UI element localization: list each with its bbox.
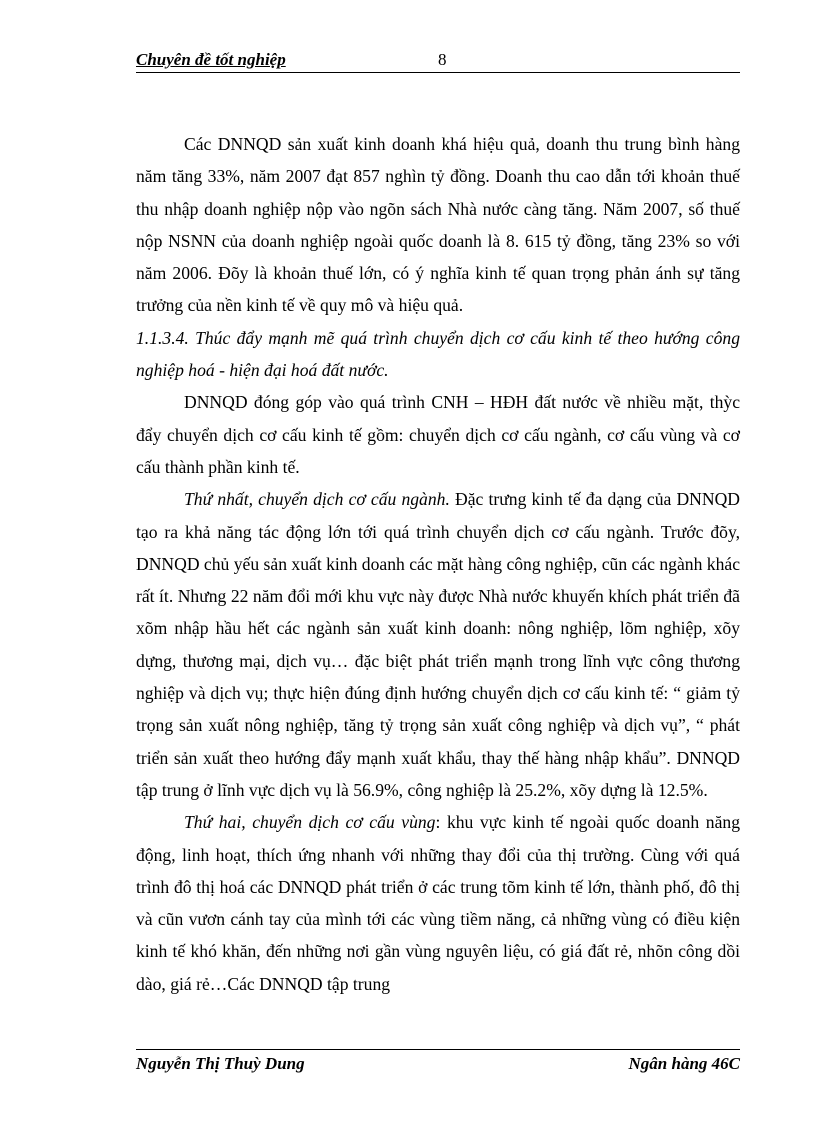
paragraph-regional-shift [136, 806, 740, 1000]
section-heading: 1.1.3.4. Thúc đẩy mạnh mẽ quá trình chuyển dịch cơ cấu kinh tế theo hướng công nghiệp hoá - hiện đại hoá đất nước. [136, 327, 740, 381]
page-header [136, 48, 740, 73]
paragraph-contribution: DNNQD đóng góp vào quá trình CNH – HĐH đất nước về nhiều mặt, thỳc đẩy chuyển dịch cơ cấu kinh tế gồm: chuyển dịch cơ cấu ngành, cơ cấu vùng và cơ cấu thành phần kinh tế. [136, 392, 740, 477]
paragraph-sector-text: Đặc trưng kinh tế đa dạng của DNNQD tạo ra khả năng tác động lớn tới quá trình chuyển dịch cơ cấu ngành. Trước đõy, DNNQD chủ yếu sản xuất kinh doanh các mặt hàng công nghiệp, cũn các ngành khác rất ít. Nhưng 22 năm đổi mới khu vực này được Nhà nước khuyến khích phát triển đã xõm nhập hầu hết các ngành sản xuất kinh doanh: nông nghiệp, lõm nghiệp, xõy dựng, thương mại, dịch vụ… đặc biệt phát triển mạnh trong lĩnh vực công thương nghiệp và dịch vụ; thực hiện đúng định hướng chuyển dịch cơ cấu kinh tế: “ giảm tỷ trọng sản xuất nông nghiệp, tăng tỷ trọng sản xuất công nghiệp và dịch vụ”, “ phát triển sản xuất theo hướng đẩy mạnh xuất khẩu, thay thế hàng nhập khẩu”. DNNQD tập trung ở lĩnh vực dịch vụ là 56.9%, công nghiệp là 25.2%, xõy dựng là 12.5%. [136, 489, 740, 800]
page-footer [136, 1049, 740, 1076]
footer-class: Ngân hàng 46C [628, 1054, 740, 1073]
paragraph-sector-shift [136, 483, 740, 806]
paragraph-lead-regional: Thứ hai, chuyển dịch cơ cấu vùng [184, 812, 436, 833]
paragraph-revenue: Các DNNQD sản xuất kinh doanh khá hiệu quả, doanh thu trung bình hàng năm tăng 33%, năm 2007 đạt 857 nghìn tỷ đồng. Doanh thu cao dẫn tới khoản thuế thu nhập doanh nghiệp nộp vào ngõn sách Nhà nước càng tăng. Năm 2007, số thuế nộp NSNN của doanh nghiệp ngoài quốc doanh là 8. 615 tỷ đồng, tăng 23% so với năm 2006. Đõy là khoản thuế lớn, có ý nghĩa kinh tế quan trọng phản ánh sự tăng trưởng của nền kinh tế về quy mô và hiệu quả. [136, 134, 740, 316]
document-body [136, 128, 740, 1000]
paragraph-regional-text: : khu vực kinh tế ngoài quốc doanh năng động, linh hoạt, thích ứng nhanh với những thay đổi của thị trường. Cùng với quá trình đô thị hoá các DNNQD phát triển ở các trung tõm kinh tế lớn, thành phố, đô thị và cũn vươn cánh tay của mình tới các vùng tiềm năng, cả những vùng có điều kiện kinh tế khó khăn, đến những nơi gần vùng nguyên liệu, có giá đất rẻ, nhõn công dồi dào, giá rẻ…Các DNNQD tập trung [136, 812, 740, 994]
page-number: 8 [438, 50, 447, 69]
header-title: Chuyên đề tốt nghiệp [136, 50, 286, 69]
paragraph-lead-sector: Thứ nhất, chuyển dịch cơ cấu ngành. [184, 489, 450, 510]
footer-author: Nguyễn Thị Thuỳ Dung [136, 1054, 305, 1073]
